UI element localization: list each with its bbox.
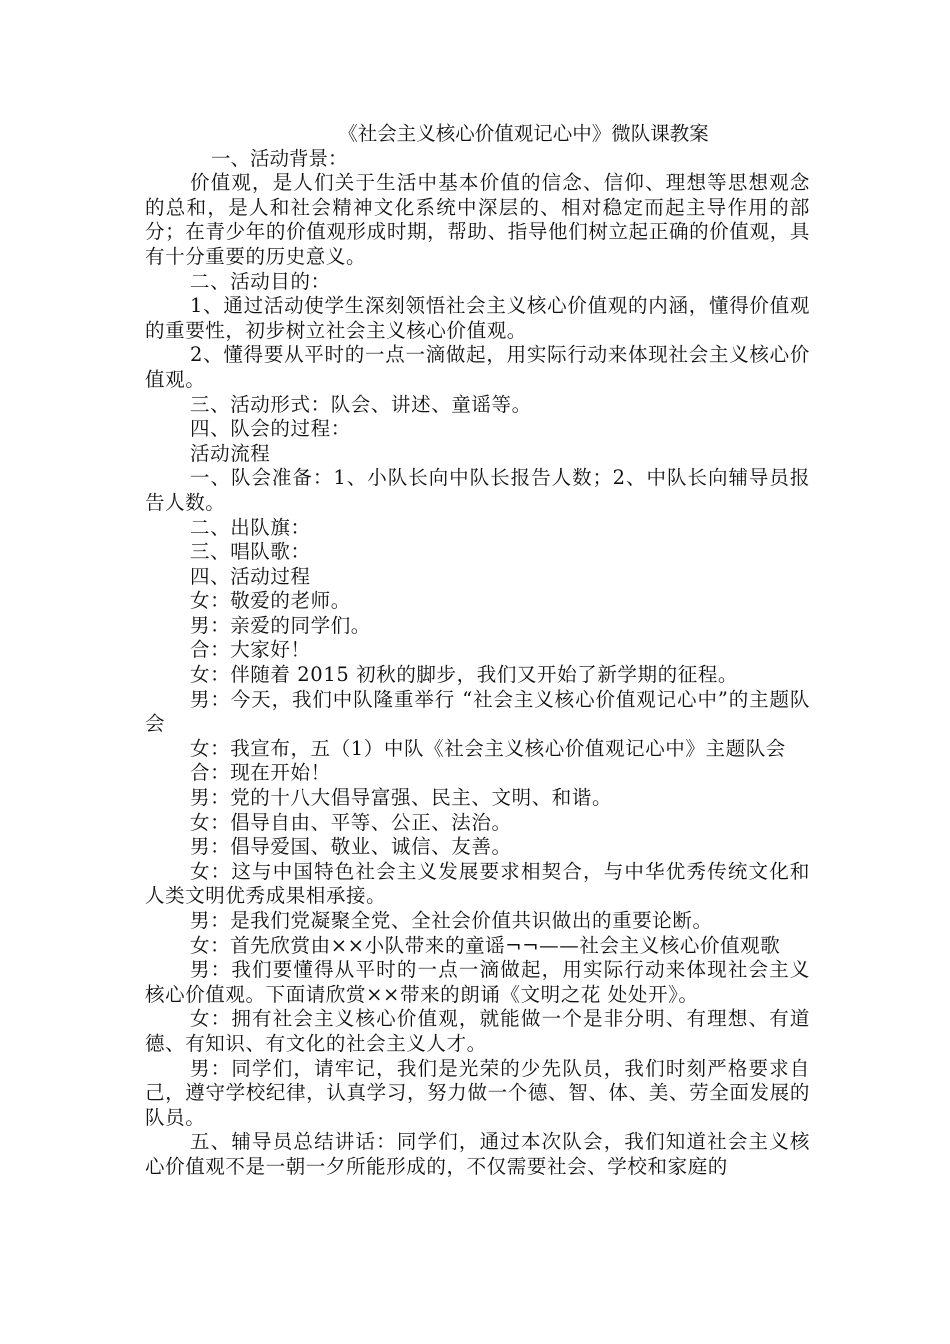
subheading-flow: 活动流程 bbox=[190, 441, 271, 465]
dialogue-line: 男：亲爱的同学们。 bbox=[190, 613, 371, 637]
document-title: 《社会主义核心价值观记心中》微队课教案 bbox=[338, 122, 709, 145]
heading-purpose: 二、活动目的： bbox=[190, 269, 331, 293]
paragraph: 2、懂得要从平时的一点一滴做起，用实际行动来体现社会主义核心价值观。 bbox=[145, 343, 810, 391]
paragraph: 1、通过活动使学生深刻领悟社会主义核心价值观的内涵，懂得价值观的重要性，初步树立社会主义核心价值观。 bbox=[145, 294, 810, 342]
heading-background: 一、活动背景： bbox=[211, 146, 348, 170]
dialogue-line: 男：倡导爱国、敬业、诚信、友善。 bbox=[190, 835, 512, 859]
dialogue-line: 男：我们要懂得从平时的一点一滴做起，用实际行动来体现社会主义核心价值观。下面请欣赏××带来的朗诵《文明之花 处处开》。 bbox=[145, 958, 810, 1006]
heading-format: 三、活动形式：队会、讲述、童谣等。 bbox=[190, 392, 532, 416]
dialogue-line: 男：党的十八大倡导富强、民主、文明、和谐。 bbox=[190, 786, 613, 810]
dialogue-line: 合：现在开始！ bbox=[190, 761, 331, 785]
dialogue-line: 男：是我们党凝聚全党、全社会价值共识做出的重要论断。 bbox=[190, 909, 713, 932]
heading-process: 四、队会的过程： bbox=[190, 417, 351, 441]
paragraph: 一、队会准备：1、小队长向中队长报告人数；2、中队长向辅导员报告人数。 bbox=[145, 466, 810, 514]
dialogue-line: 女：我宣布，五（1）中队《社会主义核心价值观记心中》主题队会 bbox=[190, 736, 786, 760]
dialogue-line: 女：伴随着 2015 初秋的脚步，我们又开始了新学期的征程。 bbox=[190, 663, 739, 687]
paragraph: 三、唱队歌： bbox=[190, 540, 311, 564]
dialogue-line: 女：首先欣赏由××小队带来的童谣¬¬——社会主义核心价值观歌 bbox=[190, 933, 781, 957]
dialogue-line: 女：拥有社会主义核心价值观，就能做一个是非分明、有理想、有道德、有知识、有文化的社会主义人才。 bbox=[145, 1007, 810, 1055]
paragraph: 四、活动过程 bbox=[190, 564, 311, 588]
dialogue-line: 合：大家好！ bbox=[190, 638, 311, 662]
dialogue-line: 女：这与中国特色社会主义发展要求相契合，与中华优秀传统文化和人类文明优秀成果相承接。 bbox=[145, 859, 810, 908]
paragraph: 二、出队旗： bbox=[190, 515, 311, 539]
document-page bbox=[145, 122, 810, 1180]
dialogue-line: 女：敬爱的老师。 bbox=[190, 589, 351, 613]
paragraph: 五、辅导员总结讲话：同学们，通过本次队会，我们知道社会主义核心价值观不是一朝一夕所能形成的，不仅需要社会、学校和家庭的 bbox=[145, 1130, 810, 1178]
dialogue-line: 男：今天，我们中队隆重举行 “社会主义核心价值观记心中”的主题队会 bbox=[145, 687, 810, 736]
paragraph: 价值观，是人们关于生活中基本价值的信念、信仰、理想等思想观念的总和，是人和社会精神文化系统中深层的、相对稳定而起主导作用的部分；在青少年的价值观形成时期，帮助、指导他们树立起正确的价值观，具有十分重要的历史意义。 bbox=[145, 171, 810, 268]
dialogue-line: 女：倡导自由、平等、公正、法治。 bbox=[190, 810, 512, 834]
dialogue-line: 男：同学们，请牢记，我们是光荣的少先队员，我们时刻严格要求自己，遵守学校纪律，认真学习，努力做一个德、智、体、美、劳全面发展的队员。 bbox=[145, 1056, 810, 1129]
